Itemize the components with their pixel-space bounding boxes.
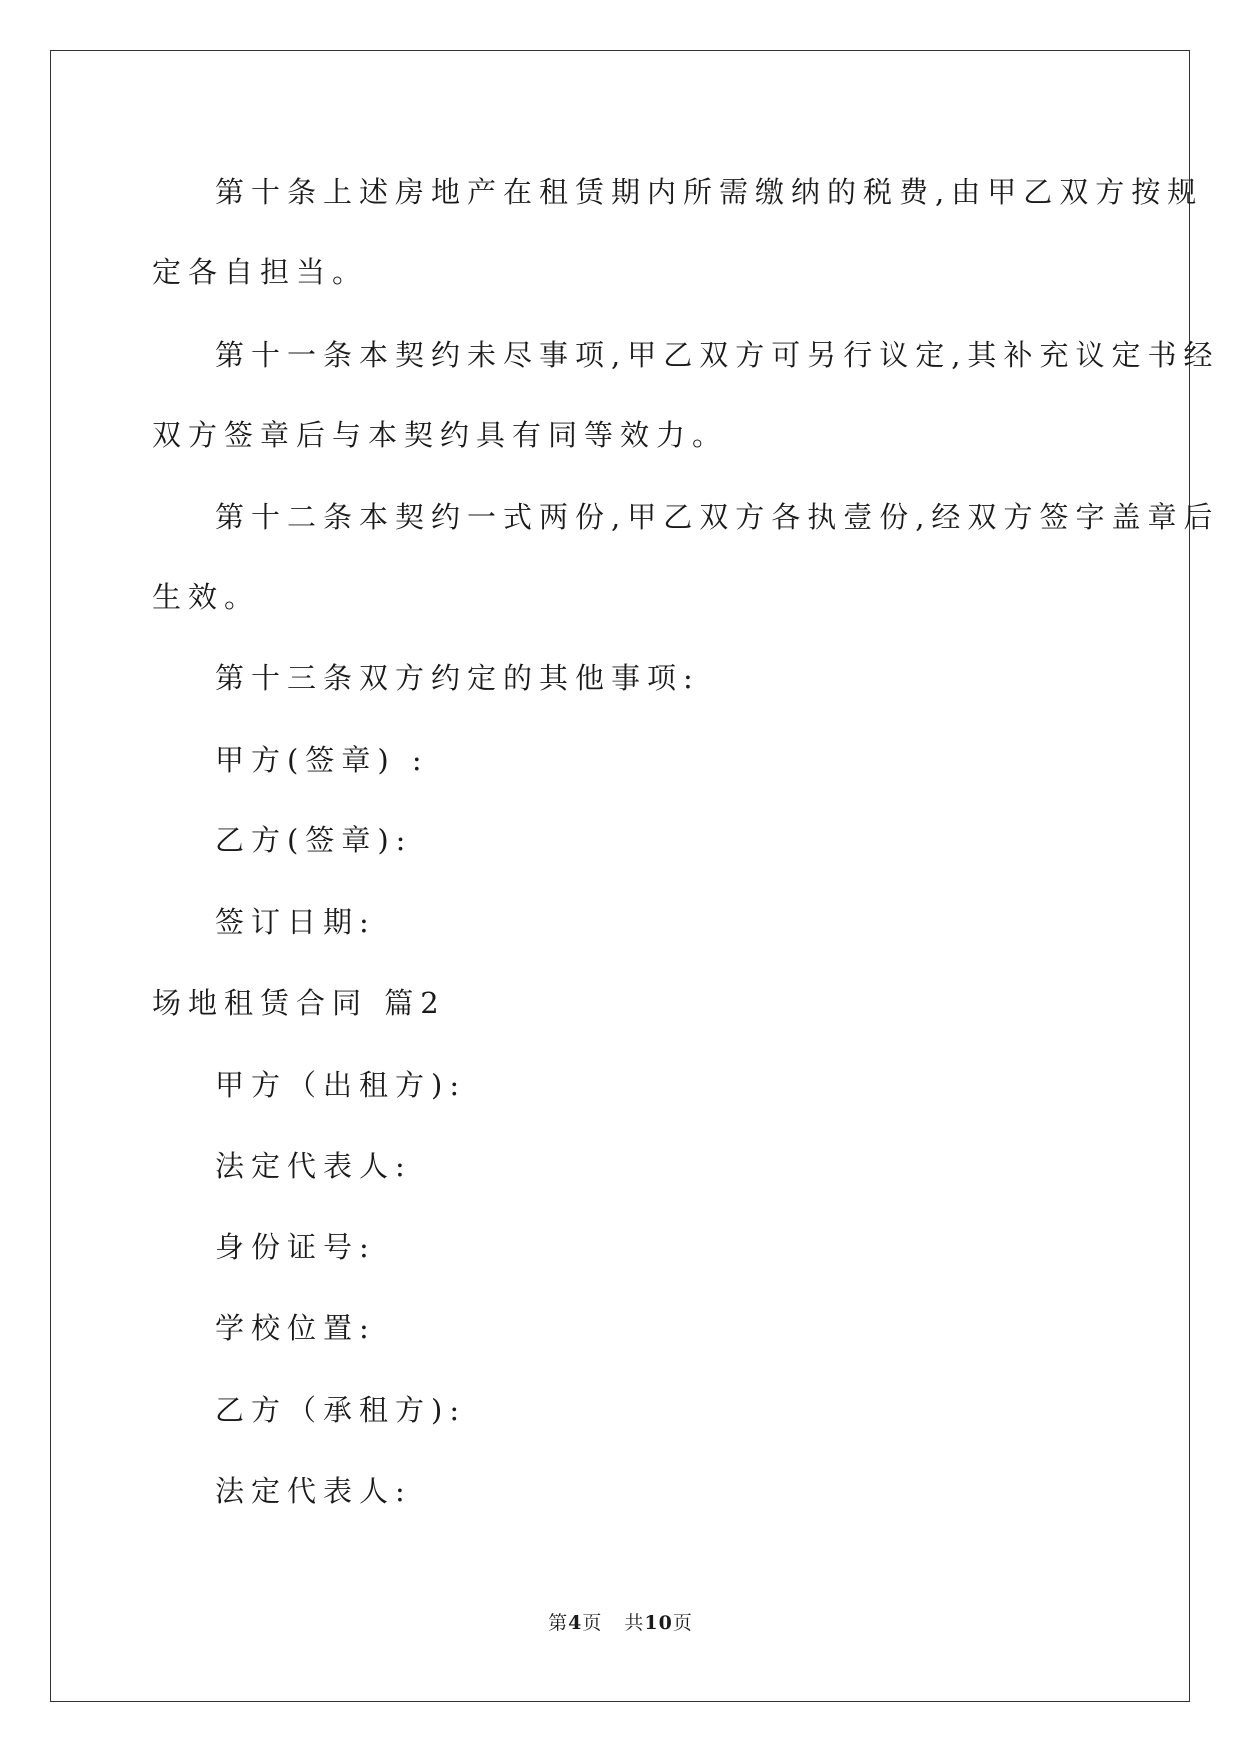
signing-date: 签订日期: — [215, 905, 376, 939]
footer-total-number: 10 — [644, 1612, 673, 1634]
clause-12-line-2: 生效。 — [152, 580, 261, 614]
clause-10-line-1: 第十条上述房地产在租赁期内所需缴纳的税费,由甲乙双方按规 — [215, 175, 1204, 209]
clause-13: 第十三条双方约定的其他事项: — [215, 661, 700, 695]
page-border — [50, 50, 1190, 1702]
clause-11-line-2: 双方签章后与本契约具有同等效力。 — [152, 418, 729, 452]
party-b-lessee: 乙方（承租方): — [215, 1393, 467, 1427]
party-b-legal-rep: 法定代表人: — [215, 1474, 412, 1508]
page-footer — [0, 1608, 1241, 1635]
footer-page-number: 4 — [568, 1612, 583, 1634]
clause-10-line-2: 定各自担当。 — [152, 255, 369, 289]
school-location: 学校位置: — [215, 1311, 376, 1345]
footer-total-suffix: 页 — [672, 1612, 693, 1634]
clause-11-line-1: 第十一条本契约未尽事项,甲乙双方可另行议定,其补充议定书经 — [215, 338, 1220, 372]
footer-page-prefix: 第 — [548, 1612, 569, 1634]
footer-total-prefix: 共 — [624, 1612, 645, 1634]
footer-page-suffix: 页 — [582, 1612, 603, 1634]
id-number: 身份证号: — [215, 1230, 376, 1264]
clause-12-line-1: 第十二条本契约一式两份,甲乙双方各执壹份,经双方签字盖章后 — [215, 500, 1220, 534]
party-b-signature: 乙方(签章): — [215, 823, 413, 857]
party-a-signature: 甲方(签章) : — [215, 743, 429, 777]
party-a-legal-rep: 法定代表人: — [215, 1149, 412, 1183]
section-heading: 场地租赁合同 篇2 — [152, 986, 446, 1020]
party-a-lessor: 甲方（出租方): — [215, 1068, 467, 1102]
